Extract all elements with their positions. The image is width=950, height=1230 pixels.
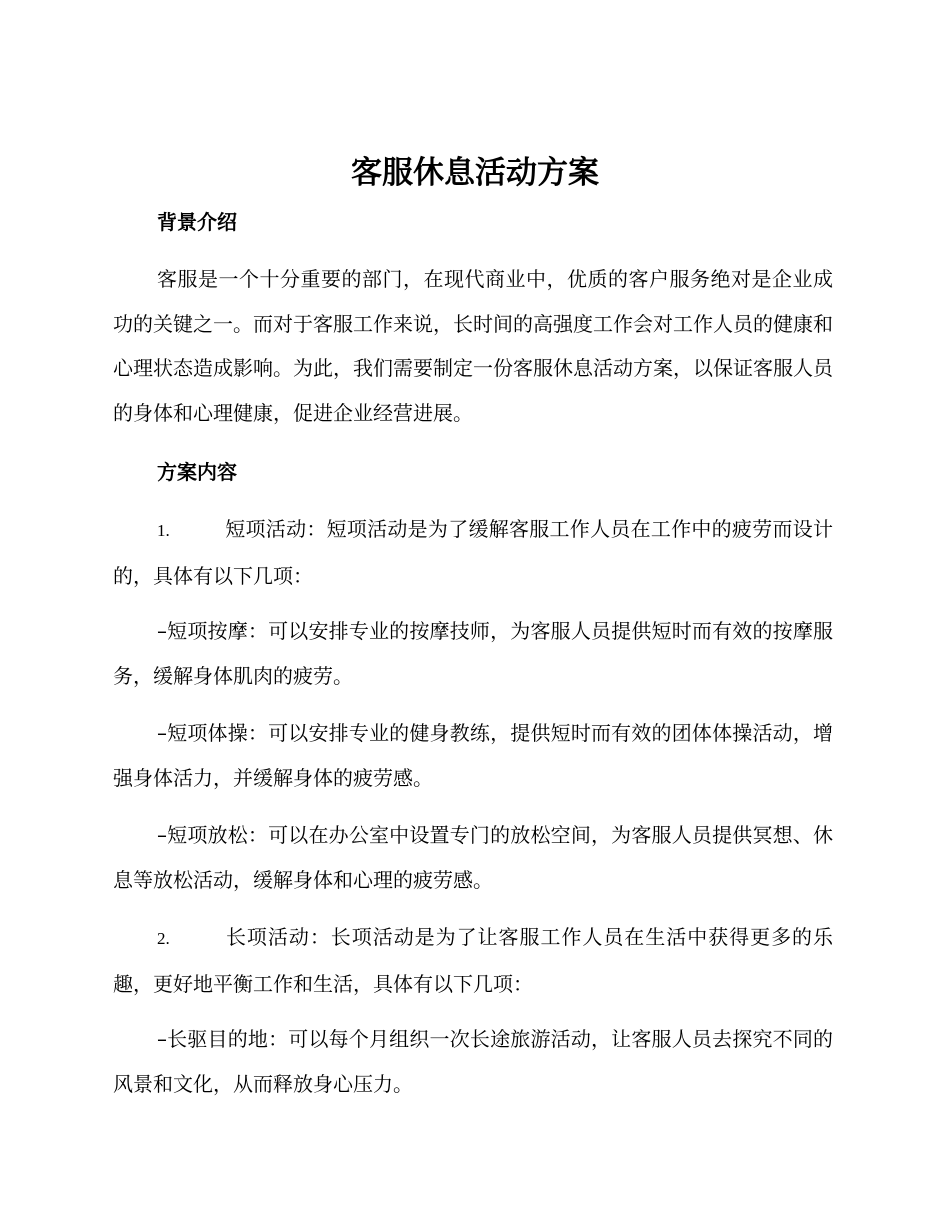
subitem-long-trip: –长驱目的地：可以每个月组织一次长途旅游活动，让客服人员去探究不同的风景和文化，从而释放身心压力。 <box>113 1027 833 1096</box>
list-item-number: 2. <box>157 929 170 948</box>
list-item-text: 短项活动：短项活动是为了缓解客服工作人员在工作中的疲劳而设计的，具体有以下几项： <box>113 517 833 588</box>
subitem-short-massage: –短项按摩：可以安排专业的按摩技师，为客服人员提供短时而有效的按摩服务，缓解身体肌肉的疲劳。 <box>113 619 833 688</box>
subitem-short-exercise: –短项体操：可以安排专业的健身教练，提供短时而有效的团体体操活动，增强身体活力，并缓解身体的疲劳感。 <box>113 721 833 790</box>
list-item-short-activities <box>113 507 833 598</box>
document-title: 客服休息活动方案 <box>351 155 599 191</box>
section-heading-background: 背景介绍 <box>157 210 237 234</box>
background-paragraph: 客服是一个十分重要的部门，在现代商业中，优质的客户服务绝对是企业成功的关键之一。而对于客服工作来说，长时间的高强度工作会对工作人员的健康和心理状态造成影响。为此，我们需要制定一份客服休息活动方案，以保证客服人员的身体和心理健康，促进企业经营进展。 <box>113 267 833 425</box>
list-item-long-activities <box>113 915 833 1006</box>
list-item-number: 1. <box>157 521 170 540</box>
subitem-short-relax: –短项放松：可以在办公室中设置专门的放松空间，为客服人员提供冥想、休息等放松活动，缓解身体和心理的疲劳感。 <box>113 823 833 892</box>
list-item-text: 长项活动：长项活动是为了让客服工作人员在生活中获得更多的乐趣，更好地平衡工作和生活，具体有以下几项： <box>113 925 833 996</box>
section-heading-plan-content: 方案内容 <box>157 460 237 484</box>
